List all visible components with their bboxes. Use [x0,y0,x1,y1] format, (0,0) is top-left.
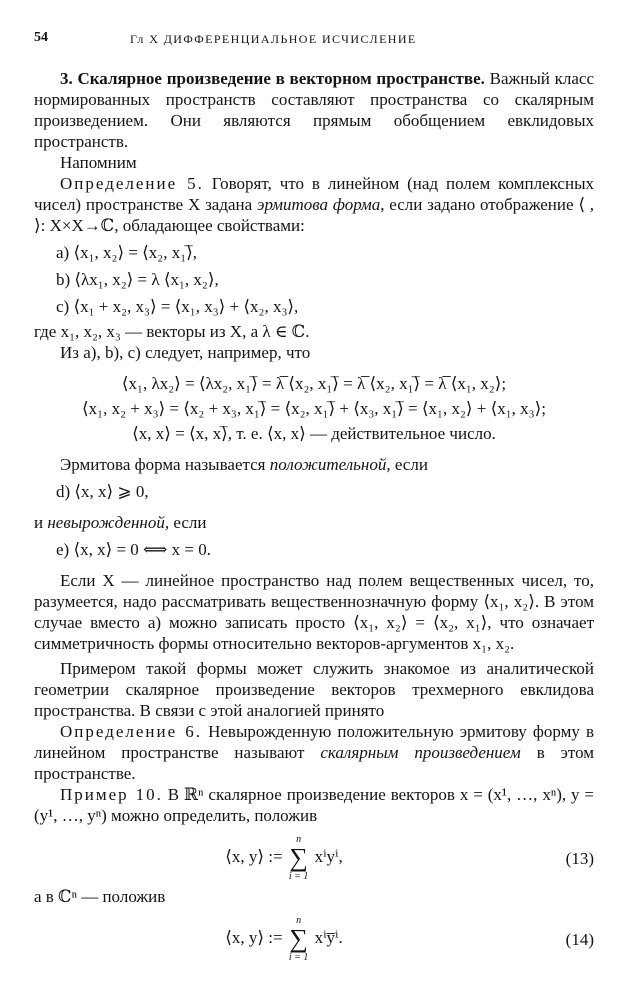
property-a: a) ⟨x₁, x₂⟩ = ⟨x₂, x₁⟩̅, [56,243,198,262]
formula-13-rhs: xⁱyⁱ, [314,846,343,866]
formula-14-rhs: xⁱy̅ⁱ. [314,927,343,947]
definition-5-term: эрмитова форма, [257,195,385,214]
definition-5-label: Определение 5. [60,174,204,193]
running-head: Гл X ДИФФЕРЕНЦИАЛЬНОЕ ИСЧИСЛЕНИЕ [130,32,417,46]
page-header [34,30,598,50]
definition-6-term: скалярным произведением [320,743,521,762]
sum-13-upper: n [296,834,302,845]
example-paragraph: Примером такой формы может служить знакомое из аналитической геометрии скалярное произведение векторов трехмерного евклидова пространства. В связи с этой аналогией принято [34,659,594,720]
formula-14 [34,915,594,963]
derived-formula-2: ⟨x₁, x₂ + x₃⟩ = ⟨x₂ + x₃, x₁⟩̅ = ⟨x₂, x₁⟩̅ + ⟨x₃, x₁⟩̅ = ⟨x₁, x₂⟩ + ⟨x₁, x₃⟩; [82,399,546,418]
nondegenerate-definition [34,512,594,533]
sum-symbol-14: n ∑ i = 1 [288,915,309,963]
complex-line: а в ℂⁿ — положив [34,887,166,906]
example-10-text: В ℝⁿ скалярное произведение векторов x = (x¹, …, xⁿ), y = (y¹, …, yⁿ) можно определить, положив [34,785,595,825]
definition-6-text-2: в этом пространстве. [34,743,595,783]
definition-6-text-1: Невырожденную положительную эрмитову форму в линейном пространстве называют [34,722,594,762]
example-10-label: Пример 10. [60,785,163,804]
real-case-paragraph: Если X — линейное пространство над полем вещественных чисел, то, разумеется, надо рассматривать вещественнозначную форму ⟨x₁, x₂⟩. В этом случае вместо a) можно записать просто ⟨x₁, x₂⟩ = ⟨x₂, x₁⟩, что означает симметричность формы относительно векторов-аргументов x₁, x₂. [34,571,594,653]
definition-5 [34,173,594,236]
positive-text-1: Эрмитова форма называется [60,455,266,474]
definition-6 [34,721,594,784]
page-number: 54 [34,30,48,45]
positive-text-2: если [394,455,428,474]
sum-14-lower: i = 1 [288,952,309,963]
formula-13 [34,834,594,882]
section-intro-text: Важный класс нормированных пространств составляют пространства со скалярным произведением. Они являются прямым обобщением евклидовых пространств. [34,69,594,151]
sum-14-upper: n [296,915,302,926]
property-b: b) ⟨λx₁, x₂⟩ = λ ⟨x₁, x₂⟩, [56,270,219,289]
example-10 [34,784,594,826]
positive-term: положительной, [269,455,391,474]
nondegenerate-text-1: и [34,513,44,532]
page-body [34,68,594,963]
equation-number-14: (14) [565,929,594,949]
nondegenerate-text-2: если [173,513,207,532]
derived-formula-3: ⟨x, x⟩ = ⟨x, x⟩̅, т. е. ⟨x, x⟩ — действительное число. [132,424,496,443]
section-intro-paragraph [34,68,594,152]
formula-13-lhs: ⟨x, y⟩ := [225,846,283,866]
property-e: e) ⟨x, x⟩ = 0 ⟺ x = 0. [56,540,212,559]
formula-14-lhs: ⟨x, y⟩ := [225,927,283,947]
positive-definition [34,454,594,475]
sum-13-lower: i = 1 [288,871,309,882]
definition-6-label: Определение 6. [60,722,202,741]
property-c: c) ⟨x₁ + x₂, x₃⟩ = ⟨x₁, x₃⟩ + ⟨x₂, x₃⟩, [56,297,299,316]
section-title: 3. Скалярное произведение в векторном пространстве. [60,69,485,88]
equation-number-13: (13) [565,848,594,868]
definition-5-text-2: если задано отображение ⟨ , ⟩: X×X→ℂ, обладающее свойствами: [34,195,595,235]
where-line: где x₁, x₂, x₃ — векторы из X, а λ ∈ ℂ. [34,322,310,341]
sum-symbol-13: n ∑ i = 1 [288,834,309,882]
follows-line: Из a), b), c) следует, например, что [60,343,311,362]
derived-formula-1: ⟨x₁, λx₂⟩ = ⟨λx₂, x₁⟩̅ = λ̅ ⟨x₂, x₁⟩̅ = λ̅ ⟨x₂, x₁⟩̅ = λ̅ ⟨x₁, x₂⟩; [121,374,507,393]
recall-line: Напомним [60,153,137,172]
nondegenerate-term: невырожденной, [47,513,170,532]
definition-5-text-1: Говорят, что в линейном (над полем комплексных чисел) пространстве X задана [34,174,594,214]
property-d: d) ⟨x, x⟩ ⩾ 0, [56,482,149,501]
